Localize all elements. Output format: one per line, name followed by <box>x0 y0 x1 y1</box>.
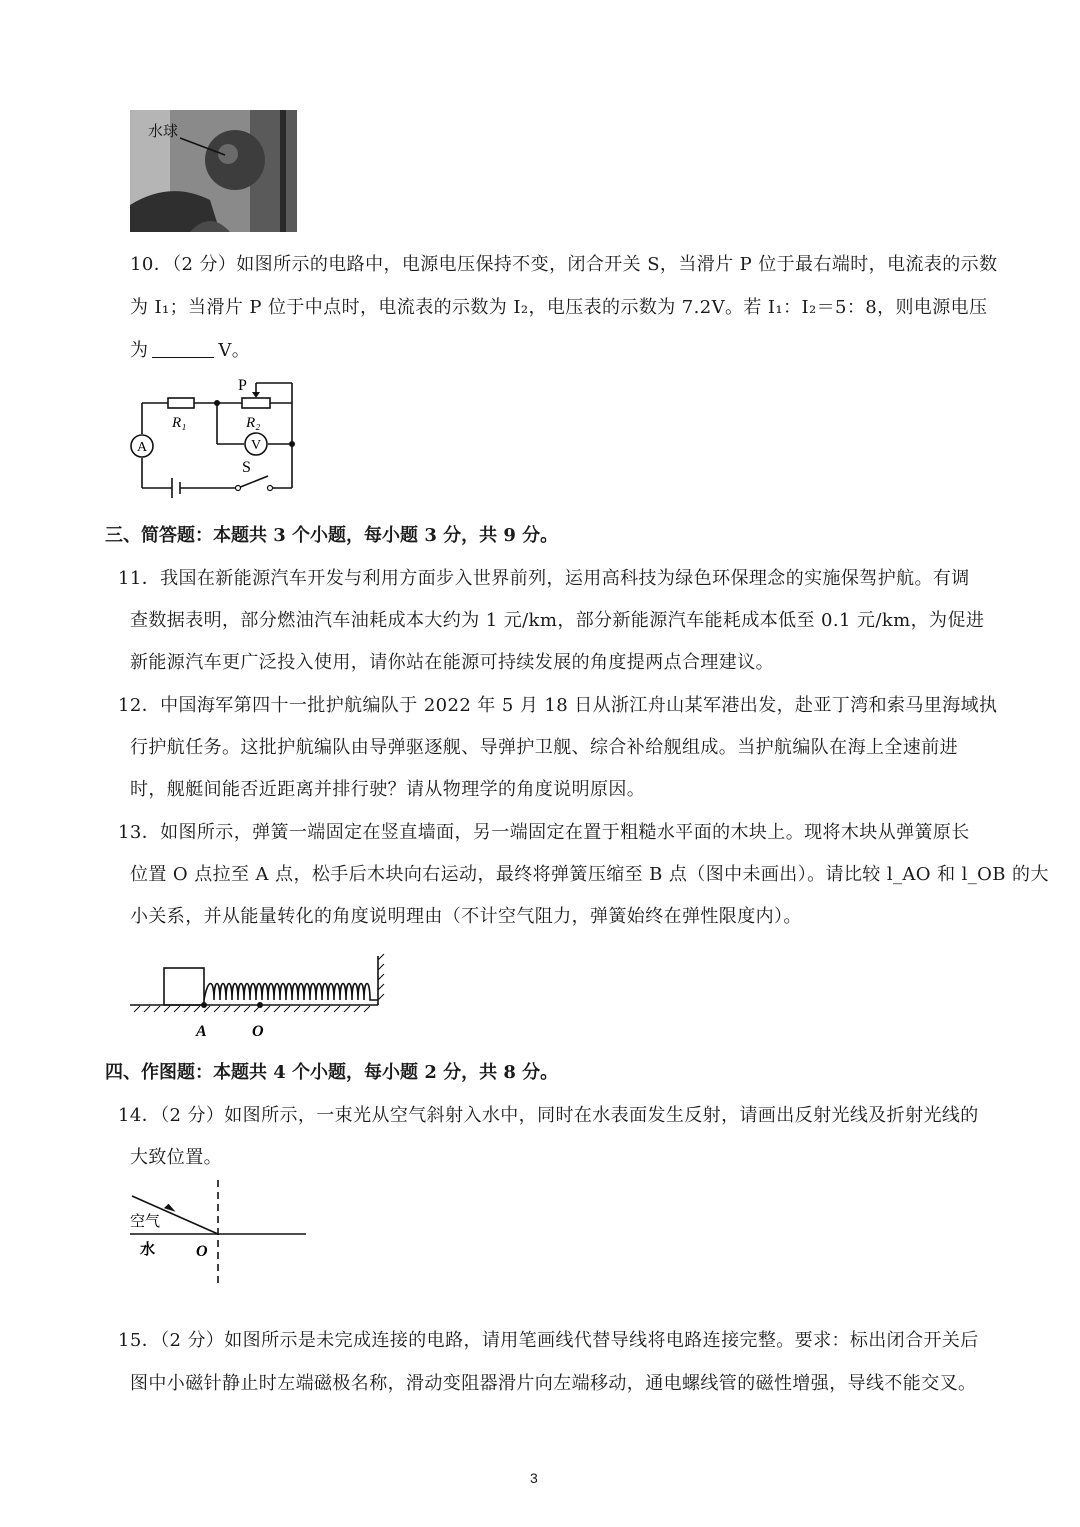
water-ball-label: 水球 <box>148 122 179 140</box>
air-label: 空气 <box>130 1214 161 1230</box>
circuit-label-r2: R₂ <box>246 415 261 431</box>
water-label: 水 <box>140 1242 156 1258</box>
water-ball-photo <box>130 110 297 232</box>
page-number: 3 <box>530 1470 538 1486</box>
q13-line2: 位置 O 点拉至 A 点，松手后木块向右运动，最终将弹簧压缩至 B 点（图中未画出）。请比较 l_AO 和 l_OB 的大 <box>130 864 1049 885</box>
spring-label-o: O <box>252 1023 264 1040</box>
spring-label-a: A <box>196 1023 207 1040</box>
ammeter-label: A <box>137 440 148 455</box>
circuit-diagram <box>130 372 310 504</box>
q14-line2: 大致位置。 <box>130 1147 222 1168</box>
section4-heading: 四、作图题：本题共 4 个小题，每小题 2 分，共 8 分。 <box>105 1062 559 1083</box>
q12-line3: 时，舰艇间能否近距离并排行驶？请从物理学的角度说明原因。 <box>130 779 646 800</box>
spring-diagram <box>130 948 390 1044</box>
q14-line1: 14．（2 分）如图所示，一束光从空气斜射入水中，同时在水表面发生反射，请画出反射光线及折射光线的 <box>118 1105 979 1126</box>
q13-line3: 小关系，并从能量转化的角度说明理由（不计空气阻力，弹簧始终在弹性限度内）。 <box>130 906 802 927</box>
q12-line1: 12．中国海军第四十一批护航编队于 2022 年 5 月 18 日从浙江舟山某军港出发，赴亚丁湾和索马里海域执 <box>118 695 998 716</box>
q10-line3 <box>130 338 250 364</box>
q11-line3: 新能源汽车更广泛投入使用，请你站在能源可持续发展的角度提两点合理建议。 <box>130 652 774 673</box>
q12-line2: 行护航任务。这批护航编队由导弹驱逐舰、导弹护卫舰、综合补给舰组成。当护航编队在海上全速前进 <box>130 737 958 758</box>
q10-line3-suffix: V。 <box>218 340 251 361</box>
circuit-label-r1: R₁ <box>172 415 187 431</box>
light-refraction-diagram <box>130 1178 310 1294</box>
q10-line3-prefix: 为 <box>130 340 149 361</box>
point-o-label: O <box>196 1243 208 1260</box>
q15-line2: 图中小磁针静止时左端磁极名称，滑动变阻器滑片向左端移动，通电螺线管的磁性增强，导线不能交叉。 <box>130 1373 977 1394</box>
circuit-label-p: P <box>238 377 247 394</box>
q11-line2: 查数据表明，部分燃油汽车油耗成本大约为 1 元/km，部分新能源汽车能耗成本低至 0.1 元/km，为促进 <box>130 610 985 631</box>
switch-label: S <box>242 459 251 476</box>
voltmeter-label: V <box>251 438 262 453</box>
section3-heading: 三、简答题：本题共 3 个小题，每小题 3 分，共 9 分。 <box>105 525 559 546</box>
answer-blank <box>152 339 214 358</box>
q10-line1: 10．（2 分）如图所示的电路中，电源电压保持不变，闭合开关 S，当滑片 P 位于最右端时，电流表的示数 <box>130 254 998 275</box>
q15-line1: 15．（2 分）如图所示是未完成连接的电路，请用笔画线代替导线将电路连接完整。要求：标出闭合开关后 <box>118 1330 979 1351</box>
q11-line1: 11．我国在新能源汽车开发与利用方面步入世界前列，运用高科技为绿色环保理念的实施保驾护航。有调 <box>118 568 970 589</box>
q13-line1: 13．如图所示，弹簧一端固定在竖直墙面，另一端固定在置于粗糙水平面的木块上。现将木块从弹簧原长 <box>118 822 970 843</box>
q10-line2: 为 I₁；当滑片 P 位于中点时，电流表的示数为 I₂，电压表的示数为 7.2V。若 I₁：I₂＝5：8，则电源电压 <box>130 297 988 318</box>
